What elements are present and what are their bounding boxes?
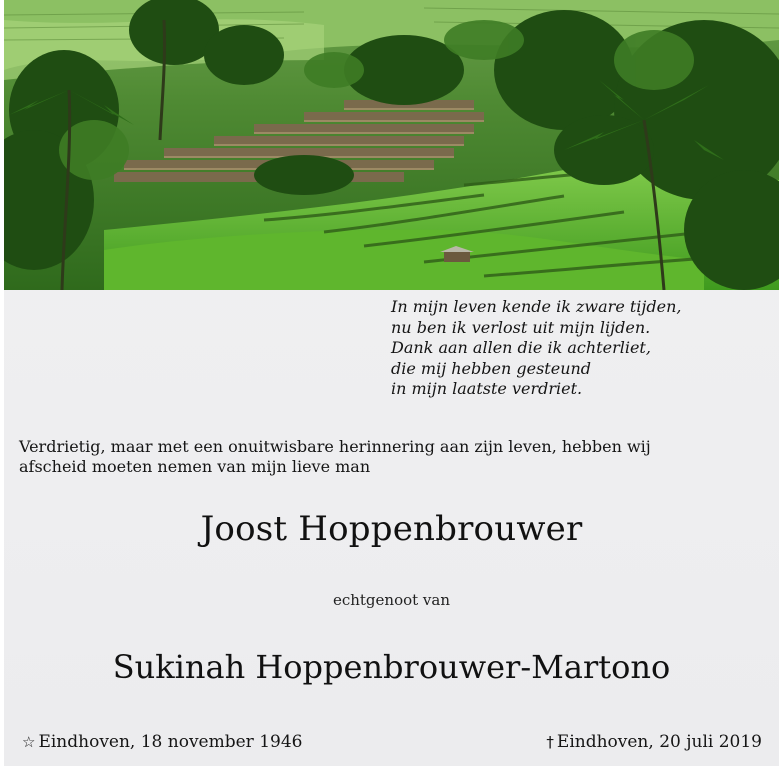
announcement-line: Verdrietig, maar met een onuitwisbare herinnering aan zijn leven, hebben wij xyxy=(19,437,651,456)
poem-line: in mijn laatste verdriet. xyxy=(391,379,583,398)
poem-line: In mijn leven kende ik zware tijden, xyxy=(391,297,682,316)
birth-text: Eindhoven, 18 november 1946 xyxy=(38,732,303,752)
death-text: Eindhoven, 20 juli 2019 xyxy=(556,732,762,752)
birth-info xyxy=(22,732,302,752)
cross-icon: † xyxy=(546,733,554,751)
poem-line: die mij hebben gesteund xyxy=(391,358,592,378)
spouse-name: Sukinah Hoppenbrouwer-Martono xyxy=(112,648,671,686)
announcement-line: afscheid moeten nemen van mijn lieve man xyxy=(19,457,371,476)
relation-text: echtgenoot van xyxy=(332,591,451,609)
announcement-text xyxy=(19,437,759,477)
memorial-poem xyxy=(391,297,751,400)
star-icon: ☆ xyxy=(22,733,36,751)
rice-terrace-photo xyxy=(4,0,779,290)
poem-line: Dank aan allen die ik achterliet, xyxy=(391,338,651,357)
death-info xyxy=(546,732,762,752)
deceased-name: Joost Hoppenbrouwer xyxy=(200,509,583,549)
poem-line: nu ben ik verlost uit mijn lijden. xyxy=(391,317,651,337)
memorial-card xyxy=(4,0,779,766)
